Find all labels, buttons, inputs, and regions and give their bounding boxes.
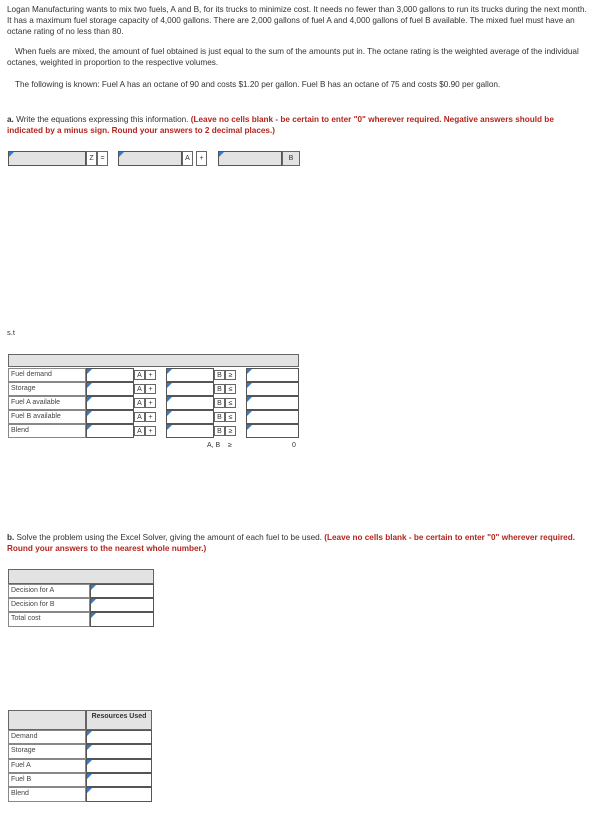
objective-type-input[interactable] xyxy=(8,151,86,166)
subject-to-label: s.t xyxy=(7,328,15,337)
resource-fuel-a-input[interactable] xyxy=(86,759,152,773)
constraint-coef-b-input[interactable] xyxy=(166,382,214,396)
constraint-plus-symbol: + xyxy=(145,426,156,436)
resource-storage-input[interactable] xyxy=(86,744,152,759)
resource-label: Fuel B xyxy=(8,773,86,787)
constraint-label: Blend xyxy=(8,424,86,438)
constraint-plus-symbol: + xyxy=(145,412,156,422)
constraint-b-symbol: B xyxy=(214,412,225,422)
constraint-plus-symbol: + xyxy=(145,398,156,408)
constraint-label: Fuel demand xyxy=(8,368,86,382)
constraint-coef-a-input[interactable] xyxy=(86,410,134,424)
constraint-operator-symbol: ≤ xyxy=(225,398,236,408)
constraint-a-symbol: A xyxy=(134,426,145,436)
constraint-operator-symbol: ≥ xyxy=(225,426,236,436)
constraint-label: Fuel A available xyxy=(8,396,86,410)
constraint-label: Fuel B available xyxy=(8,410,86,424)
nonnegativity-value: 0 xyxy=(292,442,296,449)
decision-label: Decision for A xyxy=(8,584,90,598)
resources-used-header: Resources Used xyxy=(86,710,152,730)
objective-plus-symbol: + xyxy=(196,151,207,166)
part-b-text: Solve the problem using the Excel Solver, giving the amount of each fuel to be used. xyxy=(14,533,325,542)
constraint-coef-b-input[interactable] xyxy=(166,396,214,410)
decision-label: Total cost xyxy=(8,612,90,627)
constraint-a-symbol: A xyxy=(134,370,145,380)
decision-a-input[interactable] xyxy=(90,584,154,598)
constraint-coef-a-input[interactable] xyxy=(86,368,134,382)
decision-b-input[interactable] xyxy=(90,598,154,612)
constraint-rhs-input[interactable] xyxy=(246,424,299,438)
constraint-plus-symbol: + xyxy=(145,370,156,380)
problem-paragraph-1: Logan Manufacturing wants to mix two fuels, A and B, for its trucks to minimize cost. It needs no fewer than 3,000 gallons to run its trucks during the next month. It has a maximum fuel storage capacity of 4,000 gallons. There are 2,000 gallons of fuel A and 4,000 gallons of fuel B available. The mixed fuel must have an octane rating of no less than 80. xyxy=(7,5,587,36)
part-a-prefix: a. xyxy=(7,115,14,124)
constraint-rhs-input[interactable] xyxy=(246,382,299,396)
constraint-a-symbol: A xyxy=(134,412,145,422)
decision-label: Decision for B xyxy=(8,598,90,612)
nonnegativity-variables: A, B xyxy=(207,442,221,449)
constraints-header xyxy=(8,354,299,367)
constraint-operator-symbol: ≤ xyxy=(225,384,236,394)
resource-demand-input[interactable] xyxy=(86,730,152,744)
objective-b-symbol: B xyxy=(282,151,300,166)
constraint-b-symbol: B xyxy=(214,370,225,380)
constraint-coef-b-input[interactable] xyxy=(166,410,214,424)
resource-fuel-b-input[interactable] xyxy=(86,773,152,787)
resource-label: Fuel A xyxy=(8,759,86,773)
objective-a-symbol: A xyxy=(182,151,193,166)
constraint-label: Storage xyxy=(8,382,86,396)
part-b-instruction: (Leave no cells blank - be certain to enter "0" wherever required. Round your answers to the nearest whole number.) xyxy=(7,533,575,553)
total-cost-input[interactable] xyxy=(90,612,154,627)
constraint-coef-a-input[interactable] xyxy=(86,424,134,438)
constraint-rhs-input[interactable] xyxy=(246,396,299,410)
objective-z-symbol: Z xyxy=(86,151,97,166)
constraint-b-symbol: B xyxy=(214,398,225,408)
resource-label: Storage xyxy=(8,744,86,759)
constraint-a-symbol: A xyxy=(134,398,145,408)
resources-table-corner xyxy=(8,710,86,730)
constraint-a-symbol: A xyxy=(134,384,145,394)
constraint-plus-symbol: + xyxy=(145,384,156,394)
constraint-coef-a-input[interactable] xyxy=(86,396,134,410)
nonnegativity-operator: ≥ xyxy=(228,442,232,449)
constraint-operator-symbol: ≤ xyxy=(225,412,236,422)
part-a-instruction: (Leave no cells blank - be certain to enter "0" wherever required. Negative answers should be indicated by a minus sign. Round your answers to 2 decimal places.) xyxy=(7,115,554,135)
objective-coef-a-input[interactable] xyxy=(118,151,182,166)
part-a-text: Write the equations expressing this information. xyxy=(13,115,191,124)
problem-paragraph-2: When fuels are mixed, the amount of fuel obtained is just equal to the sum of the amounts put in. The octane rating is the weighted average of the individual octanes, weighted in proportion to the respective volumes. xyxy=(7,47,579,67)
part-b-question xyxy=(7,532,592,554)
part-b-prefix: b. xyxy=(7,533,15,542)
constraint-coef-a-input[interactable] xyxy=(86,382,134,396)
resource-label: Blend xyxy=(8,787,86,802)
constraint-rhs-input[interactable] xyxy=(246,368,299,382)
objective-equals-symbol: = xyxy=(97,151,108,166)
constraint-coef-b-input[interactable] xyxy=(166,424,214,438)
constraint-coef-b-input[interactable] xyxy=(166,368,214,382)
problem-paragraph-3: The following is known: Fuel A has an octane of 90 and costs $1.20 per gallon. Fuel B has an octane of 75 and costs $0.90 per gallon. xyxy=(15,80,501,89)
resource-blend-input[interactable] xyxy=(86,787,152,802)
constraint-rhs-input[interactable] xyxy=(246,410,299,424)
objective-coef-b-input[interactable] xyxy=(218,151,282,166)
decision-table-header xyxy=(8,569,154,584)
constraint-b-symbol: B xyxy=(214,426,225,436)
constraint-operator-symbol: ≥ xyxy=(225,370,236,380)
constraint-b-symbol: B xyxy=(214,384,225,394)
part-a-question xyxy=(7,114,592,136)
resource-label: Demand xyxy=(8,730,86,744)
